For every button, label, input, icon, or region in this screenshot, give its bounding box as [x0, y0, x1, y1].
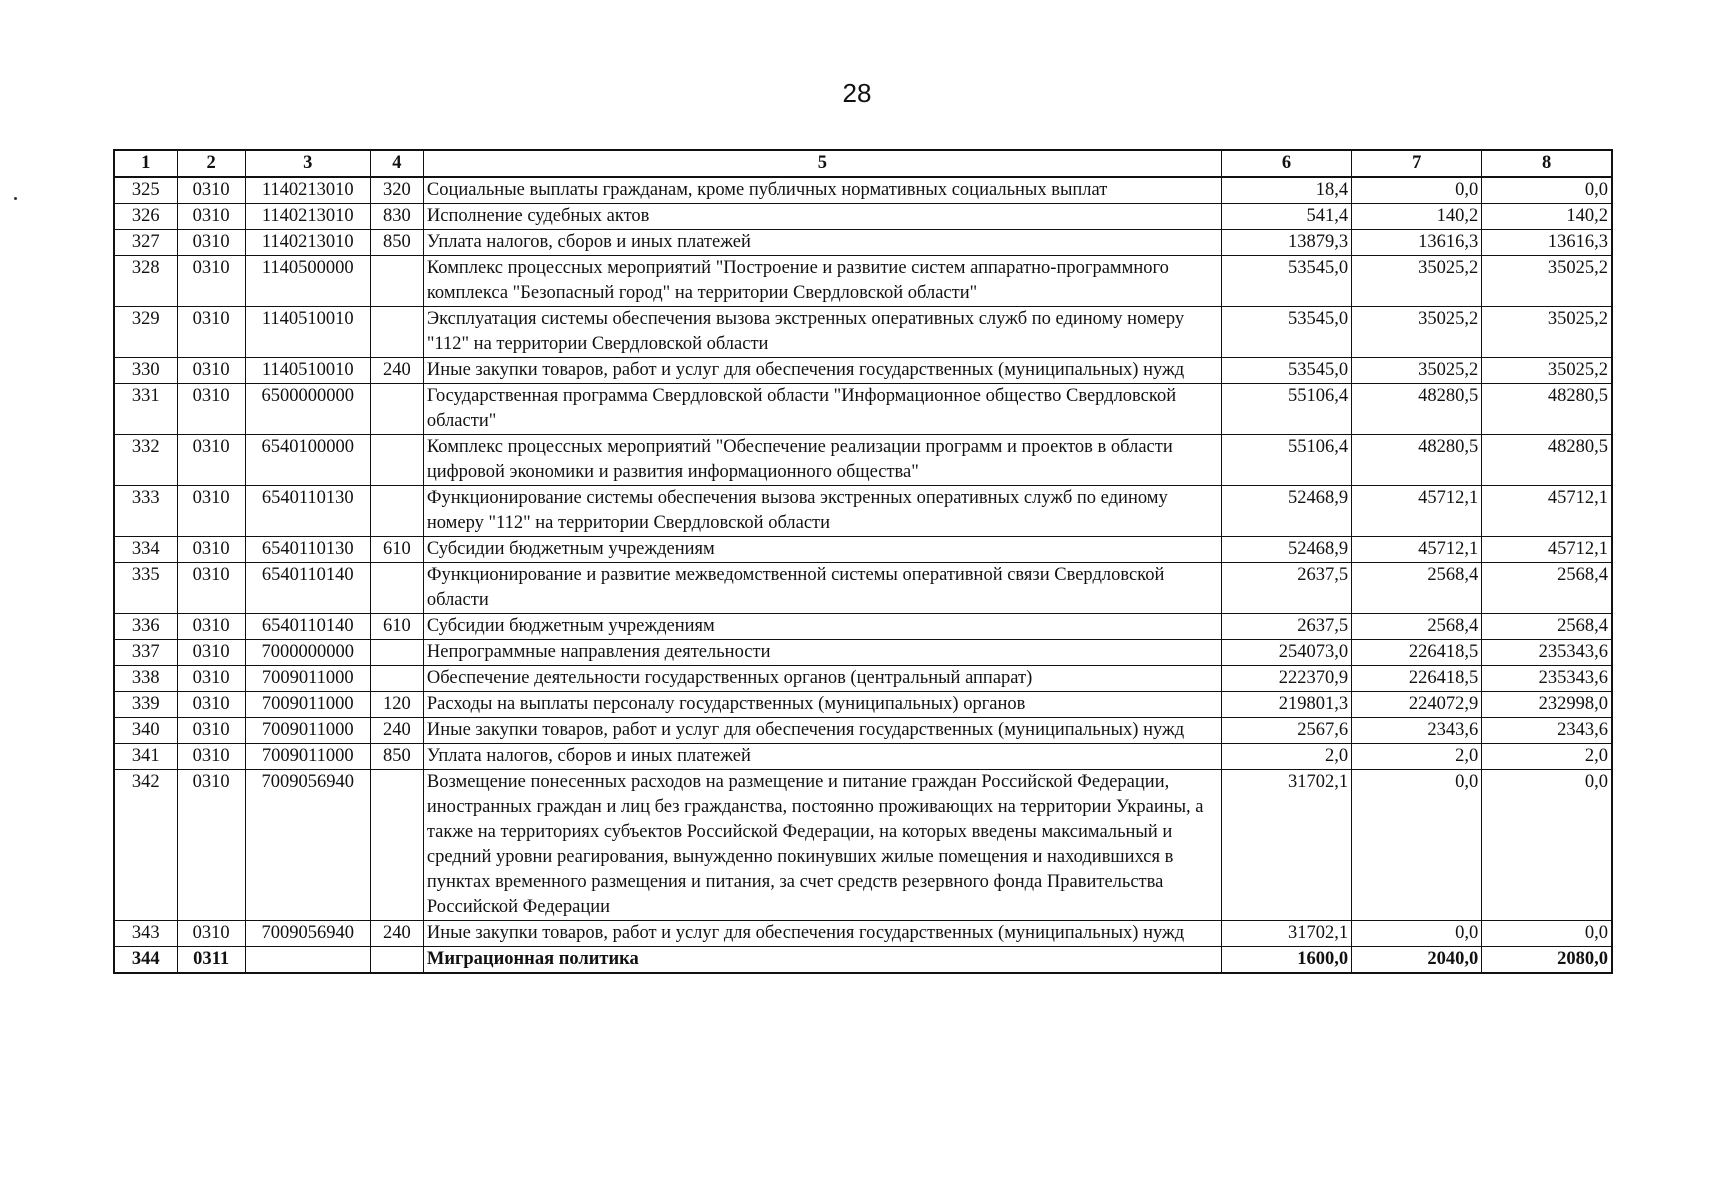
amount-year-3-cell: 35025,2 — [1482, 307, 1612, 358]
section-code-cell: 0310 — [177, 718, 245, 744]
expense-type-cell: 240 — [370, 718, 423, 744]
row-number-cell: 326 — [114, 204, 177, 230]
table-row — [114, 744, 1612, 770]
amount-year-1-cell: 53545,0 — [1221, 307, 1351, 358]
expense-type-cell — [370, 770, 423, 921]
amount-year-3-cell: 2,0 — [1482, 744, 1612, 770]
description-cell: Расходы на выплаты персоналу государственных (муниципальных) органов — [423, 692, 1221, 718]
description-cell: Комплекс процессных мероприятий "Обеспечение реализации программ и проектов в области цифровой экономики и развития информационного общества" — [423, 435, 1221, 486]
header-col-1: 1 — [114, 150, 177, 177]
table-row — [114, 640, 1612, 666]
table-row — [114, 537, 1612, 563]
amount-year-1-cell: 13879,3 — [1221, 230, 1351, 256]
row-number-cell: 340 — [114, 718, 177, 744]
header-col-2: 2 — [177, 150, 245, 177]
target-article-cell — [245, 947, 370, 974]
amount-year-2-cell: 0,0 — [1352, 177, 1482, 204]
description-cell: Государственная программа Свердловской области "Информационное общество Свердловской области" — [423, 384, 1221, 435]
description-cell: Непрограммные направления деятельности — [423, 640, 1221, 666]
amount-year-1-cell: 55106,4 — [1221, 435, 1351, 486]
amount-year-1-cell: 254073,0 — [1221, 640, 1351, 666]
header-col-4: 4 — [370, 150, 423, 177]
expense-type-cell — [370, 563, 423, 614]
target-article-cell: 1140213010 — [245, 204, 370, 230]
section-code-cell: 0311 — [177, 947, 245, 974]
description-cell: Иные закупки товаров, работ и услуг для обеспечения государственных (муниципальных) нужд — [423, 358, 1221, 384]
amount-year-3-cell: 235343,6 — [1482, 640, 1612, 666]
row-number-cell: 334 — [114, 537, 177, 563]
section-code-cell: 0310 — [177, 177, 245, 204]
description-cell: Субсидии бюджетным учреждениям — [423, 537, 1221, 563]
expense-type-cell: 850 — [370, 230, 423, 256]
row-number-cell: 342 — [114, 770, 177, 921]
row-number-cell: 328 — [114, 256, 177, 307]
section-code-cell: 0310 — [177, 692, 245, 718]
amount-year-3-cell: 140,2 — [1482, 204, 1612, 230]
amount-year-3-cell: 0,0 — [1482, 770, 1612, 921]
section-code-cell: 0310 — [177, 537, 245, 563]
description-cell: Иные закупки товаров, работ и услуг для обеспечения государственных (муниципальных) нужд — [423, 718, 1221, 744]
description-cell: Субсидии бюджетным учреждениям — [423, 614, 1221, 640]
amount-year-2-cell: 226418,5 — [1352, 640, 1482, 666]
table-row — [114, 358, 1612, 384]
amount-year-1-cell: 52468,9 — [1221, 486, 1351, 537]
target-article-cell: 6540110140 — [245, 563, 370, 614]
amount-year-2-cell: 35025,2 — [1352, 256, 1482, 307]
row-number-cell: 341 — [114, 744, 177, 770]
table-row — [114, 256, 1612, 307]
amount-year-1-cell: 55106,4 — [1221, 384, 1351, 435]
table-row — [114, 614, 1612, 640]
amount-year-3-cell: 2343,6 — [1482, 718, 1612, 744]
header-col-8: 8 — [1482, 150, 1612, 177]
amount-year-3-cell: 2080,0 — [1482, 947, 1612, 974]
row-number-cell: 329 — [114, 307, 177, 358]
amount-year-2-cell: 2,0 — [1352, 744, 1482, 770]
amount-year-1-cell: 541,4 — [1221, 204, 1351, 230]
row-number-cell: 333 — [114, 486, 177, 537]
amount-year-2-cell: 2568,4 — [1352, 563, 1482, 614]
amount-year-3-cell: 235343,6 — [1482, 666, 1612, 692]
table-row — [114, 307, 1612, 358]
target-article-cell: 7009011000 — [245, 744, 370, 770]
target-article-cell: 6540100000 — [245, 435, 370, 486]
description-cell: Комплекс процессных мероприятий "Построение и развитие систем аппаратно-программного комплекса "Безопасный город" на территории Свердловской области" — [423, 256, 1221, 307]
target-article-cell: 7000000000 — [245, 640, 370, 666]
amount-year-3-cell: 35025,2 — [1482, 358, 1612, 384]
budget-table — [113, 149, 1613, 974]
target-article-cell: 6540110140 — [245, 614, 370, 640]
target-article-cell: 7009056940 — [245, 921, 370, 947]
amount-year-3-cell: 232998,0 — [1482, 692, 1612, 718]
description-cell: Функционирование системы обеспечения вызова экстренных оперативных служб по единому номеру "112" на территории Свердловской области — [423, 486, 1221, 537]
expense-type-cell: 610 — [370, 537, 423, 563]
table-row — [114, 921, 1612, 947]
expense-type-cell: 610 — [370, 614, 423, 640]
amount-year-1-cell: 31702,1 — [1221, 770, 1351, 921]
description-cell: Эксплуатация системы обеспечения вызова экстренных оперативных служб по единому номеру "112" на территории Свердловской области — [423, 307, 1221, 358]
description-cell: Уплата налогов, сборов и иных платежей — [423, 230, 1221, 256]
expense-type-cell: 120 — [370, 692, 423, 718]
amount-year-2-cell: 45712,1 — [1352, 537, 1482, 563]
amount-year-1-cell: 53545,0 — [1221, 358, 1351, 384]
description-cell: Уплата налогов, сборов и иных платежей — [423, 744, 1221, 770]
amount-year-2-cell: 226418,5 — [1352, 666, 1482, 692]
expense-type-cell: 240 — [370, 358, 423, 384]
header-col-5: 5 — [423, 150, 1221, 177]
header-col-6: 6 — [1221, 150, 1351, 177]
section-code-cell: 0310 — [177, 744, 245, 770]
description-cell: Социальные выплаты гражданам, кроме публичных нормативных социальных выплат — [423, 177, 1221, 204]
amount-year-3-cell: 35025,2 — [1482, 256, 1612, 307]
amount-year-3-cell: 48280,5 — [1482, 435, 1612, 486]
amount-year-3-cell: 45712,1 — [1482, 486, 1612, 537]
expense-type-cell — [370, 307, 423, 358]
section-code-cell: 0310 — [177, 614, 245, 640]
table-header-row — [114, 150, 1612, 177]
row-number-cell: 325 — [114, 177, 177, 204]
amount-year-2-cell: 224072,9 — [1352, 692, 1482, 718]
expense-type-cell — [370, 256, 423, 307]
table-row — [114, 177, 1612, 204]
table-row — [114, 947, 1612, 974]
expense-type-cell: 830 — [370, 204, 423, 230]
header-col-3: 3 — [245, 150, 370, 177]
scan-speck — [14, 197, 17, 200]
amount-year-1-cell: 31702,1 — [1221, 921, 1351, 947]
description-cell: Обеспечение деятельности государственных органов (центральный аппарат) — [423, 666, 1221, 692]
target-article-cell: 7009011000 — [245, 718, 370, 744]
target-article-cell: 6500000000 — [245, 384, 370, 435]
section-code-cell: 0310 — [177, 563, 245, 614]
amount-year-2-cell: 2040,0 — [1352, 947, 1482, 974]
target-article-cell: 7009056940 — [245, 770, 370, 921]
expense-type-cell: 240 — [370, 921, 423, 947]
row-number-cell: 337 — [114, 640, 177, 666]
expense-type-cell — [370, 384, 423, 435]
header-col-7: 7 — [1352, 150, 1482, 177]
row-number-cell: 330 — [114, 358, 177, 384]
amount-year-3-cell: 2568,4 — [1482, 614, 1612, 640]
section-code-cell: 0310 — [177, 640, 245, 666]
expense-type-cell — [370, 435, 423, 486]
target-article-cell: 1140510010 — [245, 358, 370, 384]
expense-type-cell — [370, 947, 423, 974]
amount-year-3-cell: 45712,1 — [1482, 537, 1612, 563]
section-code-cell: 0310 — [177, 204, 245, 230]
amount-year-2-cell: 48280,5 — [1352, 435, 1482, 486]
section-code-cell: 0310 — [177, 230, 245, 256]
amount-year-2-cell: 13616,3 — [1352, 230, 1482, 256]
table-body — [114, 177, 1612, 973]
target-article-cell: 7009011000 — [245, 666, 370, 692]
table-row — [114, 770, 1612, 921]
amount-year-1-cell: 2637,5 — [1221, 614, 1351, 640]
amount-year-3-cell: 13616,3 — [1482, 230, 1612, 256]
row-number-cell: 336 — [114, 614, 177, 640]
amount-year-3-cell: 2568,4 — [1482, 563, 1612, 614]
amount-year-2-cell: 140,2 — [1352, 204, 1482, 230]
description-cell: Миграционная политика — [423, 947, 1221, 974]
target-article-cell: 7009011000 — [245, 692, 370, 718]
amount-year-1-cell: 2567,6 — [1221, 718, 1351, 744]
section-code-cell: 0310 — [177, 307, 245, 358]
amount-year-1-cell: 219801,3 — [1221, 692, 1351, 718]
amount-year-1-cell: 1600,0 — [1221, 947, 1351, 974]
amount-year-3-cell: 48280,5 — [1482, 384, 1612, 435]
row-number-cell: 331 — [114, 384, 177, 435]
amount-year-3-cell: 0,0 — [1482, 921, 1612, 947]
row-number-cell: 335 — [114, 563, 177, 614]
amount-year-2-cell: 2343,6 — [1352, 718, 1482, 744]
table-row — [114, 230, 1612, 256]
description-cell: Функционирование и развитие межведомственной системы оперативной связи Свердловской области — [423, 563, 1221, 614]
table-row — [114, 204, 1612, 230]
target-article-cell: 1140213010 — [245, 177, 370, 204]
expense-type-cell: 850 — [370, 744, 423, 770]
section-code-cell: 0310 — [177, 666, 245, 692]
row-number-cell: 338 — [114, 666, 177, 692]
expense-type-cell: 320 — [370, 177, 423, 204]
target-article-cell: 1140213010 — [245, 230, 370, 256]
table-row — [114, 692, 1612, 718]
expense-type-cell — [370, 486, 423, 537]
description-cell: Иные закупки товаров, работ и услуг для обеспечения государственных (муниципальных) нужд — [423, 921, 1221, 947]
table-row — [114, 384, 1612, 435]
amount-year-2-cell: 48280,5 — [1352, 384, 1482, 435]
target-article-cell: 6540110130 — [245, 537, 370, 563]
section-code-cell: 0310 — [177, 435, 245, 486]
expense-type-cell — [370, 640, 423, 666]
amount-year-3-cell: 0,0 — [1482, 177, 1612, 204]
target-article-cell: 1140510010 — [245, 307, 370, 358]
amount-year-1-cell: 222370,9 — [1221, 666, 1351, 692]
row-number-cell: 343 — [114, 921, 177, 947]
section-code-cell: 0310 — [177, 256, 245, 307]
amount-year-1-cell: 2637,5 — [1221, 563, 1351, 614]
table-row — [114, 486, 1612, 537]
amount-year-2-cell: 35025,2 — [1352, 307, 1482, 358]
row-number-cell: 344 — [114, 947, 177, 974]
description-cell: Возмещение понесенных расходов на размещение и питание граждан Российской Федерации, иностранных граждан и лиц без гражданства, постоянно проживающих на территории Украины, а также на территориях субъектов Российской Федерации, на которых введены максимальный и средний уровни реагирования, вынужденно покинувших жилые помещения и находившихся в пунктах временного размещения и питания, за счет средств резервного фонда Правительства Российской Федерации — [423, 770, 1221, 921]
target-article-cell: 6540110130 — [245, 486, 370, 537]
description-cell: Исполнение судебных актов — [423, 204, 1221, 230]
amount-year-1-cell: 18,4 — [1221, 177, 1351, 204]
amount-year-2-cell: 2568,4 — [1352, 614, 1482, 640]
table-row — [114, 666, 1612, 692]
section-code-cell: 0310 — [177, 486, 245, 537]
amount-year-1-cell: 2,0 — [1221, 744, 1351, 770]
table-row — [114, 718, 1612, 744]
amount-year-2-cell: 0,0 — [1352, 921, 1482, 947]
section-code-cell: 0310 — [177, 921, 245, 947]
expense-type-cell — [370, 666, 423, 692]
section-code-cell: 0310 — [177, 770, 245, 921]
amount-year-2-cell: 45712,1 — [1352, 486, 1482, 537]
page-number: 28 — [842, 78, 872, 108]
amount-year-2-cell: 35025,2 — [1352, 358, 1482, 384]
row-number-cell: 339 — [114, 692, 177, 718]
table-row — [114, 563, 1612, 614]
amount-year-1-cell: 52468,9 — [1221, 537, 1351, 563]
table-row — [114, 435, 1612, 486]
section-code-cell: 0310 — [177, 384, 245, 435]
target-article-cell: 1140500000 — [245, 256, 370, 307]
amount-year-1-cell: 53545,0 — [1221, 256, 1351, 307]
section-code-cell: 0310 — [177, 358, 245, 384]
row-number-cell: 327 — [114, 230, 177, 256]
amount-year-2-cell: 0,0 — [1352, 770, 1482, 921]
row-number-cell: 332 — [114, 435, 177, 486]
